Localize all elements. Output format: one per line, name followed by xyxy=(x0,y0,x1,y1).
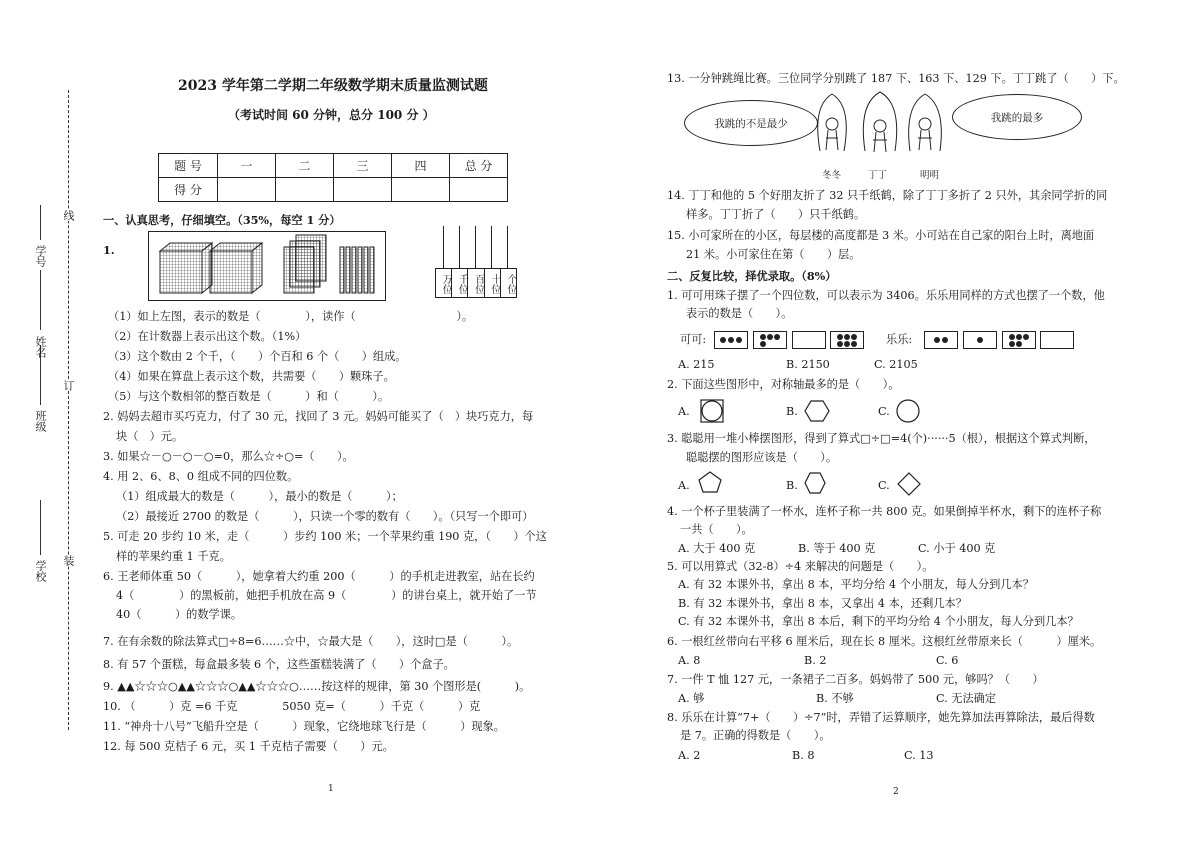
question-4-part-1: （1）组成最大的数是（ ），最小的数是（ ）； xyxy=(116,490,403,503)
binding-class-label: 班级 xyxy=(34,410,47,432)
question-15: 15. 小可家所在的小区，每层楼的高度都是 3 米。小可站在自己家的阳台上时，离地面 xyxy=(667,229,1095,242)
score-cell: 总 分 xyxy=(450,154,508,178)
mc2-option-a[interactable]: A. xyxy=(678,405,690,418)
bead-box xyxy=(792,331,826,349)
speech-bubble-right: 我跳的最多 xyxy=(952,94,1082,140)
mc1-option-b[interactable]: B. 2150 xyxy=(786,358,830,371)
jump-rope-kids-image xyxy=(810,86,950,166)
mc7-option-b[interactable]: B. 不够 xyxy=(816,692,854,705)
counter-label: 千位 xyxy=(452,269,468,297)
question-14-cont: 样多。丁丁折了（ ）只千纸鹤。 xyxy=(686,208,866,221)
mc8-option-a[interactable]: A. 2 xyxy=(678,749,701,762)
q1-part-4: （4）如果在算盘上表示这个数，共需要（ ）颗珠子。 xyxy=(108,370,395,383)
question-4-part-2: （2）最接近 2700 的数是（ ），只读一个零的数有（ ）。（只写一个即可） xyxy=(116,510,534,523)
question-7: 7. 在有余数的除法算式□÷8=6……☆中，☆最大是（ ），这时□是（ ）。 xyxy=(103,635,519,648)
mc5-option-b[interactable]: B. 有 32 本课外书，拿出 8 本，又拿出 4 本，还剩几本？ xyxy=(678,597,967,610)
square-in-circle-icon xyxy=(699,398,725,424)
question-13: 13. 一分钟跳绳比赛。三位同学分别跳了 187 下、163 下、129 下。丁丁跳了（ ）下。 xyxy=(667,72,1125,85)
mc-question-8-cont: 是 7。正确的得数是（ ）。 xyxy=(680,729,831,742)
section-2-heading: 二、反复比较，择优录取。（8%） xyxy=(667,269,837,283)
bead-box xyxy=(1002,331,1036,349)
mc-question-7: 7. 一件 T 恤 127 元，一条裙子二百多。妈妈带了 500 元，够吗？（ ） xyxy=(667,673,1044,686)
mc5-option-a[interactable]: A. 有 32 本课外书，拿出 8 本，平均分给 4 个小朋友，每人分到几本？ xyxy=(678,578,1034,591)
base-ten-blocks-image xyxy=(148,231,386,301)
page-number-right: 2 xyxy=(893,787,899,797)
binding-seal-1: 装 xyxy=(62,555,75,566)
page-number-left: 1 xyxy=(328,784,334,794)
counter-label: 百位 xyxy=(468,269,484,297)
binding-seal-2: 订 xyxy=(62,380,75,391)
question-10: 10. （ ）克 =6 千克 5050 克=（ ）千克（ ）克 xyxy=(103,700,481,713)
mc7-option-a[interactable]: A. 够 xyxy=(678,692,705,705)
bead-box xyxy=(714,331,748,349)
question-5-cont: 样的苹果约重 1 千克。 xyxy=(116,550,231,563)
mc-question-4-cont: 一共（ ）。 xyxy=(680,523,753,536)
binding-school-line xyxy=(40,500,41,555)
circle-icon xyxy=(895,398,921,424)
mc3-option-b[interactable]: B. xyxy=(786,479,798,492)
abacus-counter[interactable] xyxy=(435,226,517,298)
score-cell: 一 xyxy=(218,154,276,178)
mc1-option-c[interactable]: C. 2105 xyxy=(874,358,918,371)
kid-label: 明明 xyxy=(920,170,940,181)
hundred-flat-icon xyxy=(284,235,326,293)
keke-label: 可可: xyxy=(680,333,707,346)
binding-dashed-line xyxy=(68,90,69,730)
ten-rod-icon xyxy=(340,247,374,293)
counter-rod xyxy=(491,226,492,268)
bead-icon xyxy=(728,337,734,343)
speech-bubble-left: 我跳的不是最少 xyxy=(684,100,818,146)
section-1-heading: 一、认真思考，仔细填空。（35%，每空 1 分） xyxy=(103,213,341,227)
counter-rod xyxy=(443,226,444,268)
bead-icon xyxy=(736,337,742,343)
q1-part-1: （1）如上左图，表示的数是（ ），读作（ ）。 xyxy=(108,310,474,323)
mc-question-8: 8. 乐乐在计算“7+（ ）÷7”时，弄错了运算顺序，她先算加法再算除法，最后得数 xyxy=(667,711,1095,724)
question-1-number: 1. xyxy=(103,243,115,257)
mc-question-1: 1. 可可用珠子摆了一个四位数，可以表示为 3406。乐乐用同样的方式也摆了一个数，他 xyxy=(667,289,1105,302)
mc-question-1-cont: 表示的数是（ ）。 xyxy=(686,307,793,320)
score-input[interactable] xyxy=(218,178,276,202)
binding-id-label: 学号 xyxy=(34,245,47,267)
mc6-option-b[interactable]: B. 2 xyxy=(804,654,827,667)
score-cell: 题 号 xyxy=(159,154,218,178)
score-table-score-row xyxy=(159,178,508,202)
kid-label: 冬冬 xyxy=(822,170,842,181)
score-cell: 四 xyxy=(392,154,450,178)
bead-box xyxy=(1040,331,1074,349)
mc4-option-a[interactable]: A. 大于 400 克 xyxy=(678,542,756,555)
counter-label: 万位 xyxy=(436,269,452,297)
mc7-option-c[interactable]: C. 无法确定 xyxy=(936,692,997,705)
bead-box xyxy=(753,331,787,349)
score-input[interactable] xyxy=(334,178,392,202)
score-table xyxy=(158,153,508,202)
bead-box xyxy=(924,331,958,349)
mc3-option-a[interactable]: A. xyxy=(678,479,690,492)
question-2-cont: 块（ ）元。 xyxy=(116,430,184,443)
question-6: 6. 王老师体重 50（ ），她拿着大约重 200（ ）的手机走进教室，站在长约 xyxy=(103,570,535,583)
score-cell: 三 xyxy=(334,154,392,178)
mc2-option-c[interactable]: C. xyxy=(878,405,890,418)
page-subtitle: （考试时间 60 分钟，总分 100 分 ） xyxy=(228,108,435,122)
mc5-option-c[interactable]: C. 有 32 本课外书，拿出 8 本后，剩下的平均分给 4 个小朋友，每人分到几本？ xyxy=(678,615,1079,628)
score-table-header-row xyxy=(159,154,508,178)
pentagon-icon xyxy=(698,471,722,493)
mc1-option-a[interactable]: A. 215 xyxy=(678,358,715,371)
mc8-option-b[interactable]: B. 8 xyxy=(792,749,815,762)
bead-icon xyxy=(720,337,726,343)
mc-question-3-cont: 聪聪摆的图形应该是（ ）。 xyxy=(686,451,838,464)
mc6-option-a[interactable]: A. 8 xyxy=(678,654,701,667)
score-cell: 得 分 xyxy=(159,178,218,202)
question-14: 14. 丁丁和他的 5 个好朋友折了 32 只千纸鹤，除了丁丁多折了 2 只外，其余同学折的同 xyxy=(667,189,1108,202)
counter-label: 个位 xyxy=(505,273,517,294)
question-4: 4. 用 2、6、8、0 组成不同的四位数。 xyxy=(103,470,299,483)
score-input[interactable] xyxy=(276,178,334,202)
mc8-option-c[interactable]: C. 13 xyxy=(904,749,934,762)
question-9: 9. ▲▲☆☆☆○▲▲☆☆☆○▲▲☆☆☆○……按这样的规律，第 30 个图形是( )。 xyxy=(103,680,531,693)
q1-part-2: （2）在计数器上表示出这个数。（1%） xyxy=(108,330,307,343)
hexagon-icon xyxy=(804,399,830,423)
counter-rod xyxy=(507,226,508,268)
mc4-option-c[interactable]: C. 小于 400 克 xyxy=(918,542,996,555)
binding-name-label: 姓名 xyxy=(34,336,47,358)
question-6-cont-2: 40（ ）的数学课。 xyxy=(116,608,243,621)
question-6-cont-1: 4（ ）的黑板前，她把手机放在高 9（ ）的讲台桌上，就开始了一节 xyxy=(116,589,537,602)
thousand-cube-icon xyxy=(210,243,262,293)
question-3: 3. 如果☆－○－○－○=0，那么☆÷○=（ ）。 xyxy=(103,450,354,463)
binding-seal-3: 线 xyxy=(62,210,75,221)
thousand-cube-icon xyxy=(160,243,212,293)
question-11: 11. “神舟十八号”飞船升空是（ ）现象，它绕地球飞行是（ ）现象。 xyxy=(103,720,505,733)
bead-box xyxy=(830,331,864,349)
question-15-cont: 21 米。小可家住在第（ ）层。 xyxy=(686,248,861,261)
score-input[interactable] xyxy=(450,178,508,202)
page-title: 2023 学年第二学期二年级数学期末质量监测试题 xyxy=(178,78,488,94)
mc-question-2: 2. 下面这些图形中，对称轴最多的是（ ）。 xyxy=(667,378,900,391)
kid-label: 丁丁 xyxy=(868,170,888,181)
question-12: 12. 每 500 克桔子 6 元，买 1 千克桔子需要（ ）元。 xyxy=(103,740,394,753)
kid-icon xyxy=(818,94,847,151)
hexagon-icon xyxy=(804,472,826,494)
counter-base xyxy=(435,268,517,298)
diamond-icon xyxy=(897,472,921,496)
mc-question-6: 6. 一根红丝带向右平移 6 厘米后，现在长 8 厘米。这根红丝带原来长（ ）厘米。 xyxy=(667,635,1102,648)
counter-rod xyxy=(459,226,460,268)
binding-name-line xyxy=(40,270,41,330)
mc-question-3: 3. 聪聪用一堆小棒摆图形，得到了算式□÷□=4(个)······5（根），根据这个算式判断， xyxy=(667,432,1096,445)
question-5: 5. 可走 20 步约 10 米，走（ ）步约 100 米；一个苹果约重 190 克，（ ）个这 xyxy=(103,530,547,543)
binding-school-label: 学校 xyxy=(34,560,47,582)
mc-question-5: 5. 可以用算式（32-8）÷4 来解决的问题是（ ）。 xyxy=(667,560,934,573)
lele-label: 乐乐: xyxy=(886,333,913,346)
score-cell: 二 xyxy=(276,154,334,178)
mc6-option-c[interactable]: C. 6 xyxy=(936,654,959,667)
bead-box xyxy=(963,331,997,349)
mc4-option-b[interactable]: B. 等于 400 克 xyxy=(798,542,876,555)
question-2: 2. 妈妈去超市买巧克力，付了 30 元，找回了 3 元。妈妈可能买了（ ）块巧克力，每 xyxy=(103,410,534,423)
mc-question-4: 4. 一个杯子里装满了一杯水，连杯子称一共 800 克。如果倒掉半杯水，剩下的连杯子称 xyxy=(667,505,1102,518)
counter-rod xyxy=(475,226,476,268)
counter-label: 十位 xyxy=(485,269,501,297)
mc3-option-c[interactable]: C. xyxy=(878,479,890,492)
score-input[interactable] xyxy=(392,178,450,202)
q1-part-3: （3）这个数由 2 个千，（ ）个百和 6 个（ ）组成。 xyxy=(108,350,407,363)
mc2-option-b[interactable]: B. xyxy=(786,405,798,418)
binding-id-line xyxy=(40,205,41,240)
question-8: 8. 有 57 个蛋糕，每盒最多装 6 个，这些蛋糕装满了（ ）个盒子。 xyxy=(103,658,455,671)
q1-part-5: （5）与这个数相邻的整百数是（ ）和（ ）。 xyxy=(108,390,390,403)
